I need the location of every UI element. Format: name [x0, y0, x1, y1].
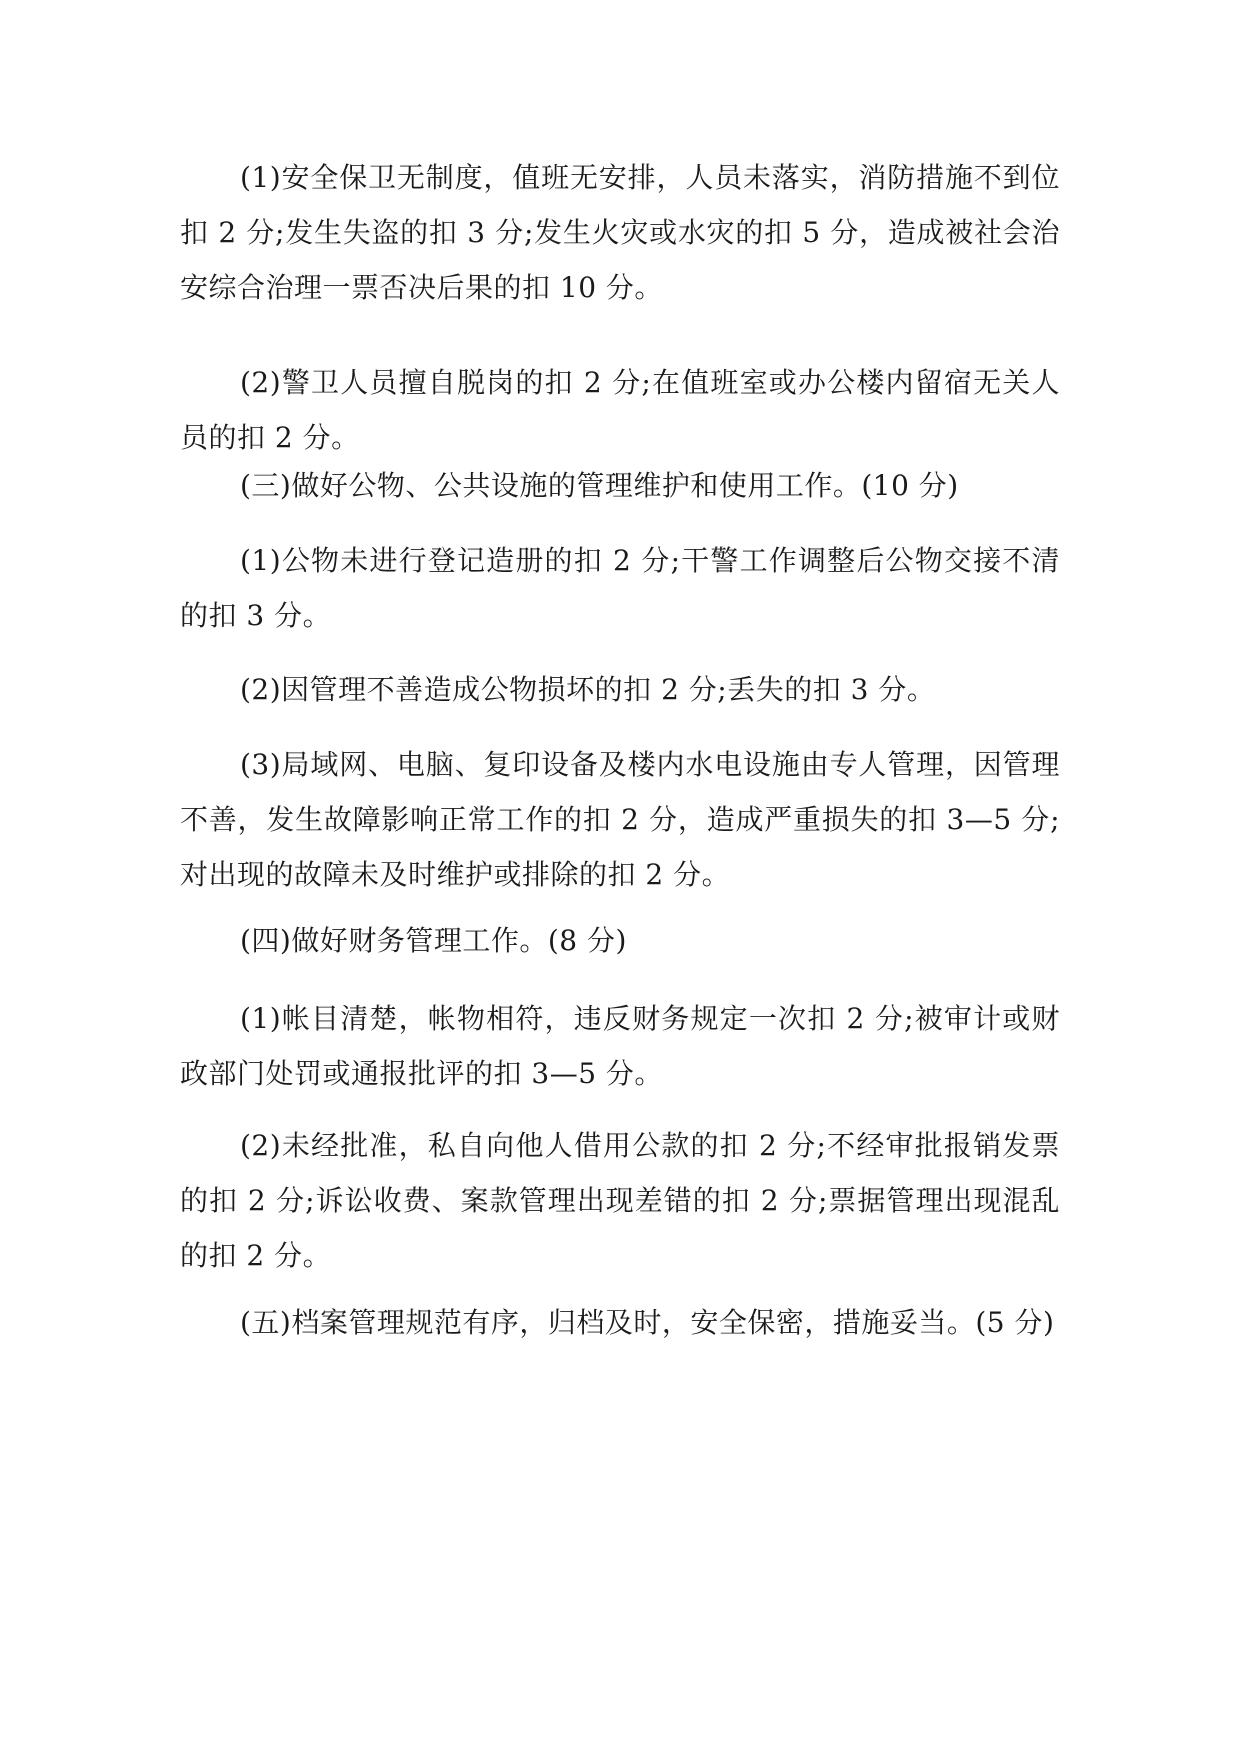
- section-heading-archives: (五)档案管理规范有序，归档及时，安全保密，措施妥当。(5 分): [240, 1306, 1055, 1339]
- paragraph-finance-rule-1: (1)帐目清楚，帐物相符，违反财务规定一次扣 2 分;被审计或财政部门处罚或通报批评的扣 3—5 分。: [180, 1002, 1060, 1090]
- paragraph-security-rule-1: (1)安全保卫无制度，值班无安排，人员未落实，消防措施不到位扣 2 分;发生失盗的扣 3 分;发生火灾或水灾的扣 5 分，造成被社会治安综合治理一票否决后果的扣 10 分。: [180, 161, 1060, 304]
- paragraph-property-rule-3: (3)局域网、电脑、复印设备及楼内水电设施由专人管理，因管理不善，发生故障影响正常工作的扣 2 分，造成严重损失的扣 3—5 分;对出现的故障未及时维护或排除的扣 2 分。: [180, 748, 1060, 891]
- paragraph-security-rule-2: (2)警卫人员擅自脱岗的扣 2 分;在值班室或办公楼内留宿无关人员的扣 2 分。: [180, 366, 1060, 454]
- section-heading-finance: (四)做好财务管理工作。(8 分): [240, 924, 627, 957]
- paragraph-property-rule-2: (2)因管理不善造成公物损坏的扣 2 分;丢失的扣 3 分。: [240, 673, 936, 706]
- paragraph-finance-rule-2: (2)未经批准，私自向他人借用公款的扣 2 分;不经审批报销发票的扣 2 分;诉讼收费、案款管理出现差错的扣 2 分;票据管理出现混乱的扣 2 分。: [180, 1129, 1060, 1272]
- paragraph-property-rule-1: (1)公物未进行登记造册的扣 2 分;干警工作调整后公物交接不清的扣 3 分。: [180, 544, 1060, 632]
- section-heading-public-property: (三)做好公物、公共设施的管理维护和使用工作。(10 分): [240, 469, 959, 502]
